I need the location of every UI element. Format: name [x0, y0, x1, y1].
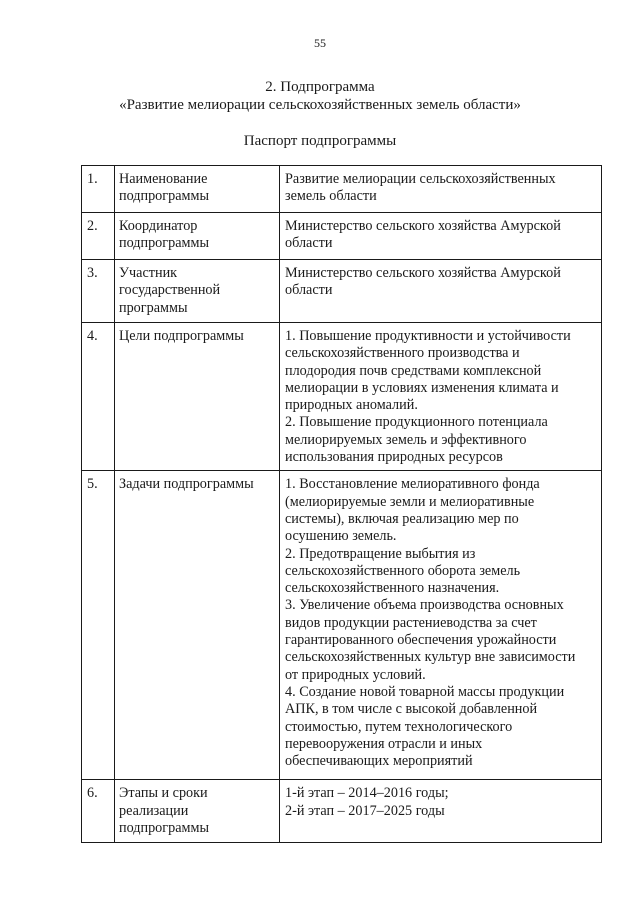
row-value: [280, 780, 602, 843]
value-paragraph: 4. Создание новой товарной массы продукции АПК, в том числе с высокой добавленной стоимостью, путем технологического перевооружения отрасли и иных обеспечивающих мероприятий: [285, 683, 565, 770]
value-paragraph: 2-й этап – 2017–2025 годы: [285, 802, 445, 819]
row-name: Этапы и сроки реализации подпрограммы: [115, 780, 280, 843]
row-name: Задачи подпрограммы: [115, 471, 280, 780]
value-paragraph: 3. Увеличение объема производства основных видов продукции растениеводства за счет гарантированного обеспечения урожайности сельскохозяйственных культур вне зависимости от природных условий.: [285, 597, 576, 683]
row-value: [280, 166, 602, 213]
value-paragraph: 1. Восстановление мелиоративного фонда (мелиорируемые земли и мелиоративные системы), включая реализацию мер по осушению земель.: [285, 476, 540, 545]
value-paragraph: 2. Повышение продукционного потенциала мелиорируемых земель и эффективного использования природных ресурсов: [285, 414, 548, 466]
row-value: [280, 260, 602, 323]
table-row: [82, 213, 602, 260]
passport-table: [81, 165, 602, 843]
row-value: [280, 471, 602, 780]
row-name: Координатор подпрограммы: [115, 213, 280, 260]
subprogram-title: «Развитие мелиорации сельскохозяйственных земель области»: [119, 97, 521, 113]
table-row: [82, 323, 602, 471]
table-row: [82, 780, 602, 843]
row-name: Цели подпрограммы: [115, 323, 280, 471]
row-value: [280, 213, 602, 260]
value-paragraph: Министерство сельского хозяйства Амурской области: [285, 265, 561, 299]
value-paragraph: 1. Повышение продуктивности и устойчивости сельскохозяйственного производства и плодородия почв средствами комплексной мелиорации в условиях изменения климата и природных аномалий.: [285, 328, 571, 414]
value-paragraph: Министерство сельского хозяйства Амурской области: [285, 218, 561, 252]
row-value: [280, 323, 602, 471]
row-name: Наименование подпрограммы: [115, 166, 280, 213]
page-number: 55: [314, 36, 326, 50]
value-paragraph: Развитие мелиорации сельскохозяйственных земель области: [285, 171, 556, 205]
table-row: [82, 471, 602, 780]
row-number: 2.: [82, 213, 115, 260]
row-number: 1.: [82, 166, 115, 213]
row-number: 3.: [82, 260, 115, 323]
row-number: 5.: [82, 471, 115, 780]
row-number: 6.: [82, 780, 115, 843]
value-paragraph: 2. Предотвращение выбытия из сельскохозяйственного оборота земель сельскохозяйственного назначения.: [285, 545, 521, 597]
passport-title: Паспорт подпрограммы: [243, 133, 397, 149]
row-number: 4.: [82, 323, 115, 471]
value-paragraph: 1-й этап – 2014–2016 годы;: [285, 785, 449, 802]
subprogram-heading: 2. Подпрограмма: [265, 79, 375, 95]
table-row: [82, 166, 602, 213]
table-row: [82, 260, 602, 323]
row-name: Участник государственной программы: [115, 260, 280, 323]
